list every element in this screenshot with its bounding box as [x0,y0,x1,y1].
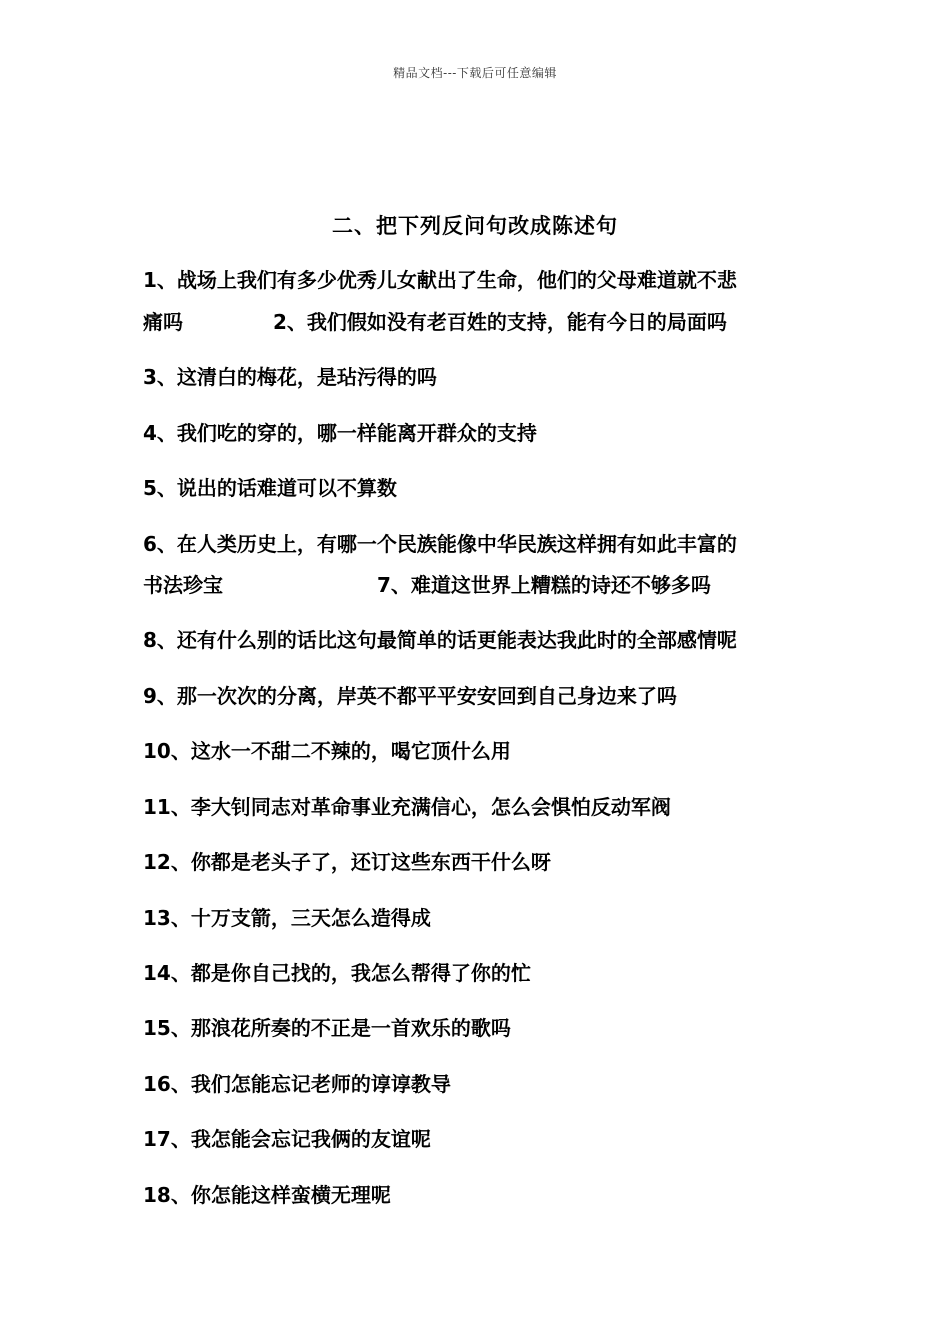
question-10: 10、这水一不甜二不辣的，喝它顶什么用 [143,739,511,763]
question-14: 14、都是你自己找的，我怎么帮得了你的忙 [143,961,531,985]
question-18: 18、你怎能这样蛮横无理呢 [143,1183,391,1207]
page-header: 精品文档---下载后可任意编辑 [393,66,557,80]
question-16: 16、我们怎能忘记老师的谆谆教导 [143,1072,451,1096]
question-4: 4、我们吃的穿的，哪一样能离开群众的支持 [143,421,537,445]
question-5: 5、说出的话难道可以不算数 [143,476,397,500]
question-3: 3、这清白的梅花，是玷污得的吗 [143,365,437,389]
question-6-7-line [143,572,711,598]
question-8: 8、还有什么别的话比这句最简单的话更能表达我此时的全部感情呢 [143,628,737,652]
question-7: 7、难道这世界上糟糕的诗还不够多吗 [377,573,711,597]
question-6-line-2: 书法珍宝 [143,573,223,597]
question-13: 13、十万支箭，三天怎么造得成 [143,906,431,930]
question-2: 2、我们假如没有老百姓的支持，能有今日的局面吗 [273,310,727,334]
question-17: 17、我怎能会忘记我俩的友谊呢 [143,1127,431,1151]
question-11: 11、李大钊同志对革命事业充满信心，怎么会惧怕反动军阀 [143,795,671,819]
question-6-line-1: 6、在人类历史上，有哪一个民族能像中华民族这样拥有如此丰富的 [143,532,737,556]
question-15: 15、那浪花所奏的不正是一首欢乐的歌吗 [143,1016,511,1040]
section-title: 二、把下列反问句改成陈述句 [332,214,618,238]
question-12: 12、你都是老头子了，还订这些东西干什么呀 [143,850,551,874]
question-1-2-line [143,309,727,335]
question-9: 9、那一次次的分离，岸英不都平平安安回到自己身边来了吗 [143,684,677,708]
question-1-line-2: 痛吗 [143,310,183,334]
question-1-line-1: 1、战场上我们有多少优秀儿女献出了生命，他们的父母难道就不悲 [143,268,737,292]
